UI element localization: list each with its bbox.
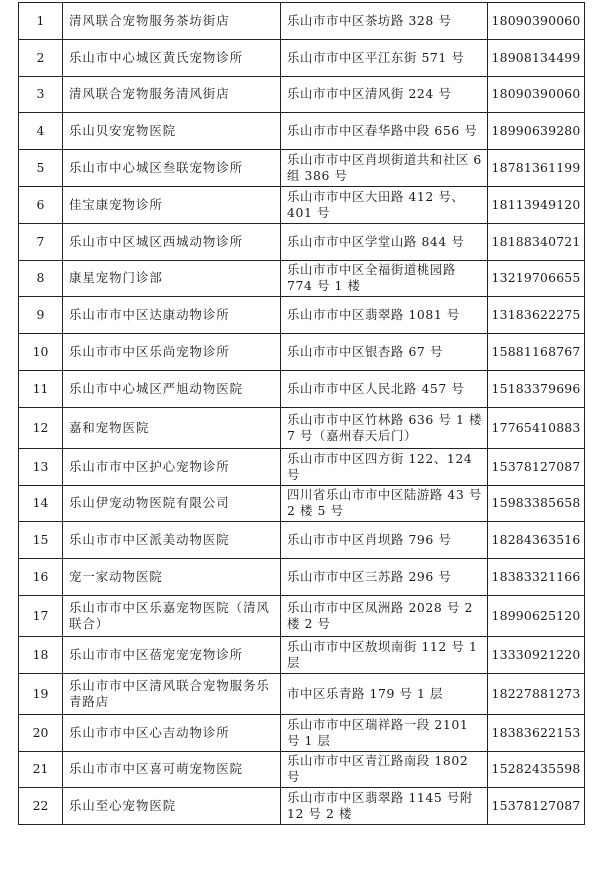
clinic-address: 乐山市市中区敖坝南街 112 号 1 层: [281, 636, 488, 673]
clinic-name: 清风联合宠物服务茶坊街店: [63, 3, 281, 40]
table-row: [19, 3, 585, 40]
table-row: [19, 223, 585, 260]
table-row: [19, 407, 585, 448]
clinic-name: 乐山市中心城区叁联宠物诊所: [63, 150, 281, 187]
table-row: [19, 448, 585, 485]
table-row: [19, 334, 585, 371]
row-number: 11: [19, 370, 63, 407]
clinic-phone: 18188340721: [488, 223, 585, 260]
row-number: 7: [19, 223, 63, 260]
clinic-phone: 18908134499: [488, 39, 585, 76]
clinic-name: 乐山市市中区护心宠物诊所: [63, 448, 281, 485]
table-row: [19, 714, 585, 751]
table-row: [19, 636, 585, 673]
row-number: 20: [19, 714, 63, 751]
table-row: [19, 595, 585, 636]
row-number: 17: [19, 595, 63, 636]
table-row: [19, 788, 585, 825]
clinic-name: 乐山市中心城区严旭动物医院: [63, 370, 281, 407]
row-number: 16: [19, 559, 63, 596]
table-row: [19, 522, 585, 559]
clinic-phone: 13183622275: [488, 297, 585, 334]
clinic-address: 乐山市市中区翡翠路 1081 号: [281, 297, 488, 334]
clinic-phone: 18383321166: [488, 559, 585, 596]
row-number: 19: [19, 673, 63, 714]
clinic-address: 乐山市市中区春华路中段 656 号: [281, 113, 488, 150]
clinic-address: 乐山市市中区三苏路 296 号: [281, 559, 488, 596]
clinic-name: 佳宝康宠物诊所: [63, 186, 281, 223]
clinic-phone: 18284363516: [488, 522, 585, 559]
clinic-phone: 17765410883: [488, 407, 585, 448]
clinic-name: 乐山贝安宠物医院: [63, 113, 281, 150]
row-number: 10: [19, 334, 63, 371]
clinic-phone: 13219706655: [488, 260, 585, 297]
clinic-address: 乐山市市中区竹林路 636 号 1 楼 7 号（嘉州春天后门）: [281, 407, 488, 448]
clinic-phone: 18090390060: [488, 3, 585, 40]
clinic-address: 乐山市市中区肖坝街道共和社区 6 组 386 号: [281, 150, 488, 187]
clinic-address: 四川省乐山市市中区陆游路 43 号 2 楼 5 号: [281, 485, 488, 522]
row-number: 14: [19, 485, 63, 522]
clinic-name: 嘉和宠物医院: [63, 407, 281, 448]
row-number: 18: [19, 636, 63, 673]
table-row: [19, 673, 585, 714]
clinic-phone: 18090390060: [488, 76, 585, 113]
clinic-address: 乐山市市中区凤洲路 2028 号 2 楼 2 号: [281, 595, 488, 636]
row-number: 2: [19, 39, 63, 76]
table-row: [19, 559, 585, 596]
row-number: 4: [19, 113, 63, 150]
clinic-address: 乐山市市中区大田路 412 号、401 号: [281, 186, 488, 223]
row-number: 1: [19, 3, 63, 40]
clinic-name: 乐山市市中区乐尚宠物诊所: [63, 334, 281, 371]
clinic-phone: 15282435598: [488, 751, 585, 788]
row-number: 8: [19, 260, 63, 297]
table-row: [19, 370, 585, 407]
row-number: 15: [19, 522, 63, 559]
clinic-name: 康星宠物门诊部: [63, 260, 281, 297]
clinic-name: 乐山市市中区清风联合宠物服务乐青路店: [63, 673, 281, 714]
table-row: [19, 260, 585, 297]
row-number: 22: [19, 788, 63, 825]
clinic-address: 乐山市市中区平江东街 571 号: [281, 39, 488, 76]
clinic-address: 乐山市市中区清风街 224 号: [281, 76, 488, 113]
clinic-address: 市中区乐青路 179 号 1 层: [281, 673, 488, 714]
clinic-address: 乐山市市中区瑞祥路一段 2101 号 1 层: [281, 714, 488, 751]
clinic-phone: 15378127087: [488, 788, 585, 825]
clinic-list-sheet: [18, 2, 584, 825]
clinic-phone: 18383622153: [488, 714, 585, 751]
clinic-table: [18, 2, 585, 825]
clinic-address: 乐山市市中区学堂山路 844 号: [281, 223, 488, 260]
clinic-address: 乐山市市中区四方街 122、124 号: [281, 448, 488, 485]
clinic-name: 乐山市市中区蓓宠宠宠物诊所: [63, 636, 281, 673]
clinic-address: 乐山市市中区茶坊路 328 号: [281, 3, 488, 40]
clinic-name: 清风联合宠物服务清风街店: [63, 76, 281, 113]
clinic-name: 乐山至心宠物医院: [63, 788, 281, 825]
clinic-phone: 18113949120: [488, 186, 585, 223]
clinic-phone: 15881168767: [488, 334, 585, 371]
clinic-name: 乐山市中心城区黄氏宠物诊所: [63, 39, 281, 76]
clinic-phone: 18227881273: [488, 673, 585, 714]
clinic-address: 乐山市市中区青江路南段 1802 号: [281, 751, 488, 788]
table-row: [19, 76, 585, 113]
table-row: [19, 39, 585, 76]
row-number: 3: [19, 76, 63, 113]
clinic-phone: 18781361199: [488, 150, 585, 187]
clinic-phone: 15378127087: [488, 448, 585, 485]
clinic-name: 乐山市市中区心吉动物诊所: [63, 714, 281, 751]
table-row: [19, 150, 585, 187]
clinic-phone: 15983385658: [488, 485, 585, 522]
clinic-name: 宠一家动物医院: [63, 559, 281, 596]
clinic-name: 乐山伊宠动物医院有限公司: [63, 485, 281, 522]
row-number: 12: [19, 407, 63, 448]
table-row: [19, 751, 585, 788]
row-number: 9: [19, 297, 63, 334]
clinic-name: 乐山市市中区派美动物医院: [63, 522, 281, 559]
row-number: 6: [19, 186, 63, 223]
row-number: 13: [19, 448, 63, 485]
clinic-phone: 18990639280: [488, 113, 585, 150]
table-row: [19, 113, 585, 150]
row-number: 21: [19, 751, 63, 788]
clinic-name: 乐山市中区城区西城动物诊所: [63, 223, 281, 260]
clinic-phone: 18990625120: [488, 595, 585, 636]
clinic-name: 乐山市市中区达康动物诊所: [63, 297, 281, 334]
clinic-phone: 13330921220: [488, 636, 585, 673]
clinic-phone: 15183379696: [488, 370, 585, 407]
clinic-address: 乐山市市中区翡翠路 1145 号附 12 号 2 楼: [281, 788, 488, 825]
clinic-address: 乐山市市中区肖坝路 796 号: [281, 522, 488, 559]
clinic-name: 乐山市市中区喜可萌宠物医院: [63, 751, 281, 788]
clinic-address: 乐山市市中区全福街道桃园路 774 号 1 楼: [281, 260, 488, 297]
table-row: [19, 186, 585, 223]
row-number: 5: [19, 150, 63, 187]
clinic-address: 乐山市市中区人民北路 457 号: [281, 370, 488, 407]
clinic-address: 乐山市市中区银杏路 67 号: [281, 334, 488, 371]
table-row: [19, 485, 585, 522]
table-row: [19, 297, 585, 334]
clinic-name: 乐山市市中区乐嘉宠物医院（清风联合）: [63, 595, 281, 636]
